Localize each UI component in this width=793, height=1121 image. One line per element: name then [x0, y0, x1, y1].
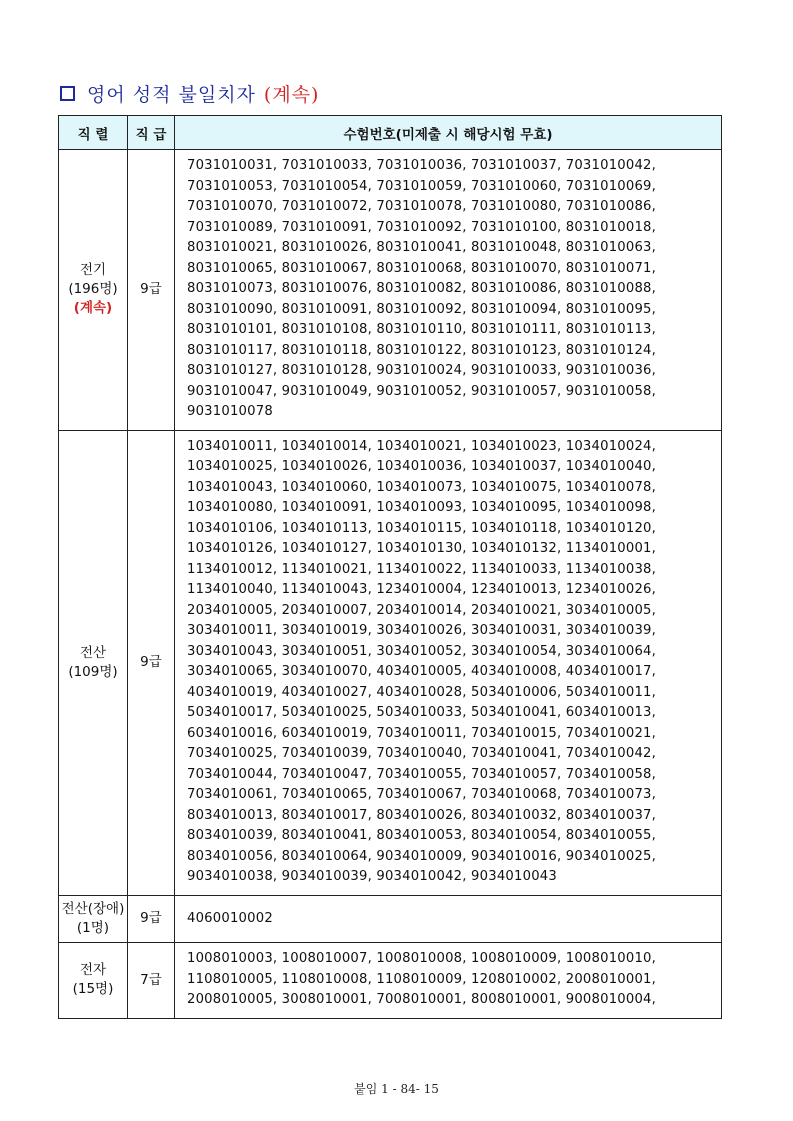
category-count: (15명)	[72, 981, 114, 998]
row-grade: 9급	[128, 150, 175, 431]
row-grade: 9급	[128, 430, 175, 895]
exam-number-table	[58, 115, 722, 1019]
header-numbers: 수험번호(미제출 시 해당시험 무효)	[175, 116, 722, 150]
table-row	[59, 150, 722, 431]
row-category-cell	[59, 430, 128, 895]
page-footer: 붙임 1 - 84- 15	[354, 1082, 439, 1096]
row-grade: 7급	[128, 943, 175, 1019]
header-grade: 직 급	[128, 116, 175, 150]
category-name: 전산(장애)	[61, 900, 125, 917]
category-name: 전산	[79, 644, 107, 661]
row-grade: 9급	[128, 895, 175, 943]
row-exam-numbers: 4060010002	[175, 895, 722, 943]
row-exam-numbers: 1034010011, 1034010014, 1034010021, 1034010023, 1034010024, 1034010025, 1034010026, 1034010036, 1034010037, 1034010040, 1034010043, 1034010060, 1034010073, 1034010075, 1034010078, 1034010080, 1034010091, 1034010093, 1034010095, 1034010098, 1034010106, 1034010113, 1034010115, 1034010118, 1034010120, 1034010126, 1034010127, 1034010130, 1034010132, 1134010001, 1134010012, 1134010021, 1134010022, 1134010033, 1134010038, 1134010040, 1134010043, 1234010004, 1234010013, 1234010026, 2034010005, 2034010007, 2034010014, 2034010021, 3034010005, 3034010011, 3034010019, 3034010026, 3034010031, 3034010039, 3034010043, 3034010051, 3034010052, 3034010054, 3034010064, 3034010065, 3034010070, 4034010005, 4034010008, 4034010017, 4034010019, 4034010027, 4034010028, 5034010006, 5034010011, 5034010017, 5034010025, 5034010033, 5034010041, 6034010013, 6034010016, 6034010019, 7034010011, 7034010015, 7034010021, 7034010025, 7034010039, 7034010040, 7034010041, 7034010042, 7034010044, 7034010047, 7034010055, 7034010057, 7034010058, 7034010061, 7034010065, 7034010067, 7034010068, 7034010073, 8034010013, 8034010017, 8034010026, 8034010032, 8034010037, 8034010039, 8034010041, 8034010053, 8034010054, 8034010055, 8034010056, 8034010064, 9034010009, 9034010016, 9034010025, 9034010038, 9034010039, 9034010042, 9034010043	[175, 430, 722, 895]
category-count: (109명)	[68, 663, 118, 680]
section-title-text: 영어 성적 불일치자	[87, 83, 256, 106]
table-row	[59, 430, 722, 895]
table-row	[59, 895, 722, 943]
section-title-continued: (계속)	[263, 83, 320, 106]
category-count: (196명)	[68, 281, 118, 298]
category-name: 전자	[79, 962, 107, 979]
category-name: 전기	[79, 262, 107, 279]
continued-note: (계속)	[73, 300, 113, 317]
table-row	[59, 943, 722, 1019]
row-category-cell	[59, 895, 128, 943]
category-count: (1명)	[76, 919, 110, 936]
row-category-cell	[59, 150, 128, 431]
table-header-row	[59, 116, 722, 150]
header-category: 직 렬	[59, 116, 128, 150]
row-exam-numbers: 1008010003, 1008010007, 1008010008, 1008010009, 1008010010, 1108010005, 1108010008, 1108010009, 1208010002, 2008010001, 2008010005, 3008010001, 7008010001, 8008010001, 9008010004,	[175, 943, 722, 1019]
row-exam-numbers: 7031010031, 7031010033, 7031010036, 7031010037, 7031010042, 7031010053, 7031010054, 7031010059, 7031010060, 7031010069, 7031010070, 7031010072, 7031010078, 7031010080, 7031010086, 7031010089, 7031010091, 7031010092, 7031010100, 8031010018, 8031010021, 8031010026, 8031010041, 8031010048, 8031010063, 8031010065, 8031010067, 8031010068, 8031010070, 8031010071, 8031010073, 8031010076, 8031010082, 8031010086, 8031010088, 8031010090, 8031010091, 8031010092, 8031010094, 8031010095, 8031010101, 8031010108, 8031010110, 8031010111, 8031010113, 8031010117, 8031010118, 8031010122, 8031010123, 8031010124, 8031010127, 8031010128, 9031010024, 9031010033, 9031010036, 9031010047, 9031010049, 9031010052, 9031010057, 9031010058, 9031010078	[175, 150, 722, 431]
section-title	[60, 80, 319, 106]
row-category-cell	[59, 943, 128, 1019]
square-icon	[60, 86, 75, 101]
